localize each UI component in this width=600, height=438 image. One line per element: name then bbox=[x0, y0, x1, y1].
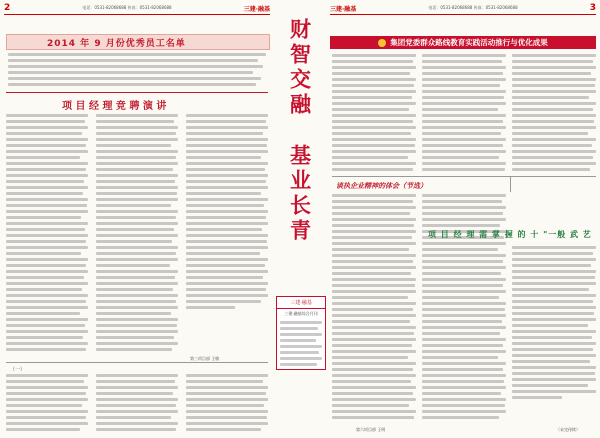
bottom-title-box bbox=[422, 228, 596, 240]
right-divider-1 bbox=[332, 176, 596, 177]
banner-column-2 bbox=[422, 54, 506, 174]
side-article-title: 谈执企业精神的体会（节选） bbox=[336, 182, 427, 190]
banner-title: 集团党委群众路线教育实践活动推行与优化成果 bbox=[390, 38, 548, 47]
right-page-number: 3 bbox=[589, 3, 596, 13]
honor-names-block bbox=[8, 53, 266, 89]
left-header-note: 电话：0531-82068688 传真：0531-82068688 bbox=[82, 5, 172, 10]
right-paper-name: 三建·融基 bbox=[330, 5, 357, 13]
article-column-2 bbox=[96, 114, 178, 354]
right-page bbox=[326, 0, 600, 438]
right-page-header bbox=[330, 2, 596, 15]
right-signature-b: （未完待续） bbox=[556, 427, 580, 432]
article-title: 项 目 经 理 竞 聘 演 讲 bbox=[62, 101, 167, 112]
lower-column-2 bbox=[96, 374, 178, 434]
party-emblem-icon bbox=[378, 39, 386, 47]
slogan-bottom bbox=[274, 144, 326, 244]
lower-column-3 bbox=[186, 374, 268, 434]
left-page-number: 2 bbox=[4, 3, 11, 13]
middle-strip bbox=[274, 0, 326, 438]
right-signature-a: 第六项目部 王明 bbox=[356, 427, 386, 432]
lower-column-1 bbox=[6, 374, 88, 434]
left-signature: 第三项目部 王敏 bbox=[190, 356, 220, 361]
left-page-header bbox=[4, 2, 270, 15]
part-mark: （一） bbox=[10, 367, 26, 373]
bottom-article-title: 项 目 经 理 需 掌 握 的 十 "一般 武 艺 bbox=[428, 230, 592, 239]
slogan-top bbox=[274, 18, 326, 118]
left-paper-name: 三建·融基 bbox=[243, 5, 270, 13]
lower-divider bbox=[6, 362, 268, 363]
honor-title: 2014 年 9 月份优秀员工名单 bbox=[47, 39, 186, 49]
article-column-1 bbox=[6, 114, 88, 354]
left-page bbox=[0, 0, 274, 438]
slogan-bottom-text: 基业长青 bbox=[287, 144, 313, 244]
masthead-label: 三建·融基 bbox=[277, 297, 325, 309]
right-header-note: 电话：0531-82068688 传真：0531-82068688 bbox=[428, 5, 518, 10]
side-column-1 bbox=[332, 194, 416, 422]
edition-info: 三建·融基综合月刊 bbox=[284, 311, 318, 316]
section-divider bbox=[6, 92, 268, 93]
banner bbox=[330, 36, 596, 49]
article-column-3 bbox=[186, 114, 268, 312]
slogan-top-text: 财智交融 bbox=[287, 18, 313, 118]
banner-column-1 bbox=[332, 54, 416, 174]
banner-column-3 bbox=[512, 54, 596, 174]
honor-title-box bbox=[6, 34, 270, 50]
right-vertical-rule bbox=[510, 176, 511, 192]
masthead-box bbox=[276, 296, 326, 370]
bottom-column-3 bbox=[512, 246, 596, 402]
